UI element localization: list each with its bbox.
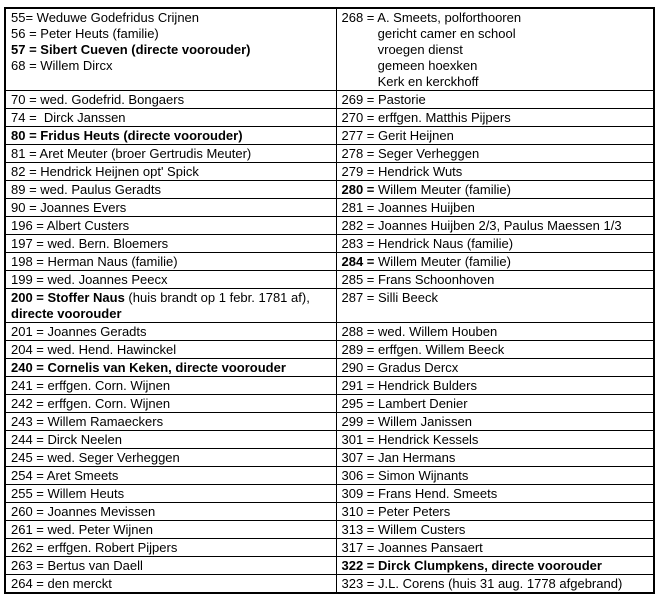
entry-text: 56 = Peter Heuts (familie): [11, 26, 159, 41]
cell-left: [5, 377, 336, 395]
entry-text: vroegen dienst: [341, 42, 463, 57]
entry-text: 260 = Joannes Mevissen: [11, 504, 156, 519]
entry-text: gericht camer en school: [341, 26, 516, 41]
entry-line: [11, 342, 332, 358]
entry-line: [11, 432, 332, 448]
entry-text: 295 = Lambert Denier: [341, 396, 468, 411]
cell-left: [5, 163, 336, 181]
entry-line: [11, 110, 332, 126]
entry-line: [11, 182, 332, 198]
entry-text: 74 = Dirck Janssen: [11, 110, 126, 125]
cell-right: [336, 521, 654, 539]
entry-line: [342, 58, 650, 74]
entry-line: [342, 92, 650, 108]
cell-left: [5, 8, 336, 91]
entry-line: [342, 26, 650, 42]
cell-left: [5, 217, 336, 235]
table-row: [5, 91, 654, 109]
entry-line: [11, 486, 332, 502]
entry-line: [342, 272, 650, 288]
cell-left: [5, 323, 336, 341]
entry-line: [11, 92, 332, 108]
cell-right: [336, 377, 654, 395]
entry-line: [342, 432, 650, 448]
table-row: [5, 485, 654, 503]
entry-text: 323 = J.L. Corens (huis 31 aug. 1778 afgebrand): [341, 576, 623, 591]
cell-right: [336, 199, 654, 217]
cell-right: [336, 575, 654, 594]
entry-line: [342, 576, 650, 592]
entry-line: [11, 58, 332, 74]
cell-left: [5, 485, 336, 503]
table-row: [5, 539, 654, 557]
table-row: [5, 217, 654, 235]
cell-left: [5, 271, 336, 289]
entry-line: [342, 558, 650, 574]
table-row: [5, 359, 654, 377]
entry-text: 200 = Stoffer Naus: [11, 290, 125, 305]
cell-left: [5, 575, 336, 594]
entry-text: 289 = erffgen. Willem Beeck: [341, 342, 505, 357]
table-row: [5, 557, 654, 575]
entry-text: 89 = wed. Paulus Geradts: [11, 182, 161, 197]
cell-right: [336, 271, 654, 289]
entry-line: [342, 146, 650, 162]
cell-right: [336, 8, 654, 91]
entry-line: [11, 378, 332, 394]
entry-text: 240 = Cornelis van Keken, directe voorouder: [11, 360, 286, 375]
entry-line: [11, 576, 332, 592]
cell-right: [336, 395, 654, 413]
cell-left: [5, 145, 336, 163]
entry-text: 244 = Dirck Neelen: [11, 432, 122, 447]
cell-left: [5, 181, 336, 199]
entry-text: 290 = Gradus Dercx: [341, 360, 459, 375]
entry-line: [11, 504, 332, 520]
table-row: [5, 253, 654, 271]
table-row: [5, 163, 654, 181]
entry-text: 199 = wed. Joannes Peecx: [11, 272, 168, 287]
entry-line: [11, 200, 332, 216]
cell-left: [5, 557, 336, 575]
entry-text: 196 = Albert Custers: [11, 218, 130, 233]
entry-text: 197 = wed. Bern. Bloemers: [11, 236, 169, 251]
entry-line: [342, 414, 650, 430]
cell-right: [336, 557, 654, 575]
entry-text: 288 = wed. Willem Houben: [341, 324, 498, 339]
entry-line: [11, 236, 332, 252]
cell-right: [336, 539, 654, 557]
entry-line: [11, 42, 332, 58]
cell-left: [5, 539, 336, 557]
entry-line: [342, 378, 650, 394]
entry-text: 201 = Joannes Geradts: [11, 324, 147, 339]
cell-right: [336, 431, 654, 449]
table-row: [5, 235, 654, 253]
cell-right: [336, 341, 654, 359]
entry-text: 270 = erffgen. Matthis Pijpers: [341, 110, 511, 125]
entry-text: 284 =: [341, 254, 375, 269]
entry-text: 268 = A. Smeets, polforthooren: [341, 10, 522, 25]
entry-text: 70 = wed. Godefrid. Bongaers: [11, 92, 185, 107]
cell-right: [336, 235, 654, 253]
entry-line: [11, 146, 332, 162]
entry-text: 277 = Gerit Heijnen: [341, 128, 454, 143]
table-row: [5, 431, 654, 449]
cell-right: [336, 127, 654, 145]
entry-line: [11, 360, 332, 376]
entry-line: [11, 290, 332, 322]
cell-left: [5, 109, 336, 127]
entry-text: 68 = Willem Dircx: [11, 58, 113, 73]
entry-line: [342, 468, 650, 484]
table-row: [5, 341, 654, 359]
entry-line: [11, 396, 332, 412]
entry-text: 264 = den merckt: [11, 576, 112, 591]
entry-text: 285 = Frans Schoonhoven: [341, 272, 495, 287]
entry-text: directe voorouder: [11, 306, 122, 321]
entry-line: [342, 396, 650, 412]
cell-right: [336, 253, 654, 271]
table-row: [5, 109, 654, 127]
cell-right: [336, 485, 654, 503]
cell-right: [336, 163, 654, 181]
entry-line: [342, 486, 650, 502]
table-row: [5, 521, 654, 539]
entry-text: 57 = Sibert Cueven (directe voorouder): [11, 42, 251, 57]
entry-line: [342, 504, 650, 520]
entry-line: [342, 290, 650, 306]
cell-left: [5, 199, 336, 217]
cell-right: [336, 359, 654, 377]
entry-text: 322 = Dirck Clumpkens, directe voorouder: [341, 558, 602, 573]
entry-line: [342, 254, 650, 270]
entry-line: [11, 450, 332, 466]
cell-left: [5, 359, 336, 377]
entry-line: [342, 42, 650, 58]
entry-line: [11, 414, 332, 430]
table-row: [5, 377, 654, 395]
table-row: [5, 271, 654, 289]
table-row: [5, 575, 654, 594]
entry-text: 255 = Willem Heuts: [11, 486, 125, 501]
cell-left: [5, 503, 336, 521]
entry-line: [342, 360, 650, 376]
entry-line: [342, 236, 650, 252]
entry-line: [11, 128, 332, 144]
entry-line: [342, 200, 650, 216]
entry-text: 307 = Jan Hermans: [341, 450, 456, 465]
cell-left: [5, 467, 336, 485]
entry-text: Willem Meuter (familie): [374, 182, 511, 197]
entry-text: 80 = Fridus Heuts (directe voorouder): [11, 128, 243, 143]
entry-line: [11, 558, 332, 574]
entry-text: 55= Weduwe Godefridus Crijnen: [11, 10, 200, 25]
entry-text: 306 = Simon Wijnants: [341, 468, 469, 483]
entry-line: [11, 164, 332, 180]
table-row: [5, 8, 654, 91]
cell-right: [336, 467, 654, 485]
entry-line: [11, 522, 332, 538]
cell-right: [336, 109, 654, 127]
cell-right: [336, 91, 654, 109]
entry-line: [342, 74, 650, 90]
entry-text: 242 = erffgen. Corn. Wijnen: [11, 396, 171, 411]
entry-text: 204 = wed. Hend. Hawinckel: [11, 342, 177, 357]
cell-right: [336, 503, 654, 521]
cell-left: [5, 127, 336, 145]
entry-text: 299 = Willem Janissen: [341, 414, 472, 429]
table-row: [5, 145, 654, 163]
cell-right: [336, 289, 654, 323]
entry-line: [342, 164, 650, 180]
table-row: [5, 467, 654, 485]
entry-line: [11, 324, 332, 340]
entry-text: 310 = Peter Peters: [341, 504, 451, 519]
legend-table-body: [5, 8, 654, 593]
cell-left: [5, 341, 336, 359]
entry-text: 254 = Aret Smeets: [11, 468, 119, 483]
table-row: [5, 323, 654, 341]
entry-text: Willem Meuter (familie): [374, 254, 511, 269]
entry-text: (huis brandt op 1 febr. 1781 af),: [124, 290, 314, 305]
entry-line: [11, 218, 332, 234]
table-row: [5, 395, 654, 413]
cell-left: [5, 91, 336, 109]
entry-line: [11, 272, 332, 288]
entry-line: [342, 182, 650, 198]
legend-table: [4, 7, 655, 594]
entry-line: [11, 10, 332, 26]
entry-line: [342, 450, 650, 466]
table-row: [5, 289, 654, 323]
entry-text: 263 = Bertus van Daell: [11, 558, 143, 573]
entry-text: 317 = Joannes Pansaert: [341, 540, 483, 555]
cell-left: [5, 395, 336, 413]
table-row: [5, 199, 654, 217]
cell-right: [336, 449, 654, 467]
entry-line: [342, 128, 650, 144]
entry-line: [11, 540, 332, 556]
cell-left: [5, 253, 336, 271]
entry-line: [342, 110, 650, 126]
entry-text: 282 = Joannes Huijben 2/3, Paulus Maessen 1/3: [341, 218, 622, 233]
entry-text: 245 = wed. Seger Verheggen: [11, 450, 180, 465]
entry-text: 291 = Hendrick Bulders: [341, 378, 477, 393]
entry-text: 309 = Frans Hend. Smeets: [341, 486, 498, 501]
entry-text: 313 = Willem Custers: [341, 522, 466, 537]
entry-text: 241 = erffgen. Corn. Wijnen: [11, 378, 171, 393]
entry-text: 262 = erffgen. Robert Pijpers: [11, 540, 178, 555]
entry-text: 90 = Joannes Evers: [11, 200, 127, 215]
cell-right: [336, 323, 654, 341]
entry-text: 81 = Aret Meuter (broer Gertrudis Meuter): [11, 146, 252, 161]
entry-text: 301 = Hendrick Kessels: [341, 432, 479, 447]
entry-text: 269 = Pastorie: [341, 92, 426, 107]
entry-text: 283 = Hendrick Naus (familie): [341, 236, 514, 251]
table-row: [5, 503, 654, 521]
entry-text: 281 = Joannes Huijben: [341, 200, 475, 215]
entry-line: [11, 254, 332, 270]
entry-line: [342, 540, 650, 556]
cell-left: [5, 449, 336, 467]
cell-right: [336, 217, 654, 235]
entry-text: 261 = wed. Peter Wijnen: [11, 522, 153, 537]
table-row: [5, 449, 654, 467]
entry-line: [342, 10, 650, 26]
entry-line: [342, 324, 650, 340]
entry-text: Kerk en kerckhoff: [341, 74, 479, 89]
cell-left: [5, 289, 336, 323]
entry-text: gemeen hoexken: [341, 58, 478, 73]
entry-text: 243 = Willem Ramaeckers: [11, 414, 164, 429]
cell-left: [5, 235, 336, 253]
table-row: [5, 181, 654, 199]
entry-text: 198 = Herman Naus (familie): [11, 254, 178, 269]
entry-text: 279 = Hendrick Wuts: [341, 164, 463, 179]
entry-text: 82 = Hendrick Heijnen opt' Spick: [11, 164, 199, 179]
entry-line: [342, 522, 650, 538]
cell-left: [5, 413, 336, 431]
cell-right: [336, 145, 654, 163]
cell-left: [5, 431, 336, 449]
entry-line: [342, 218, 650, 234]
entry-text: 278 = Seger Verheggen: [341, 146, 480, 161]
entry-text: 280 =: [341, 182, 375, 197]
cell-left: [5, 521, 336, 539]
entry-line: [11, 26, 332, 42]
cell-right: [336, 181, 654, 199]
entry-text: 287 = Silli Beeck: [341, 290, 438, 305]
entry-line: [342, 342, 650, 358]
cell-right: [336, 413, 654, 431]
table-row: [5, 127, 654, 145]
entry-line: [11, 468, 332, 484]
table-row: [5, 413, 654, 431]
